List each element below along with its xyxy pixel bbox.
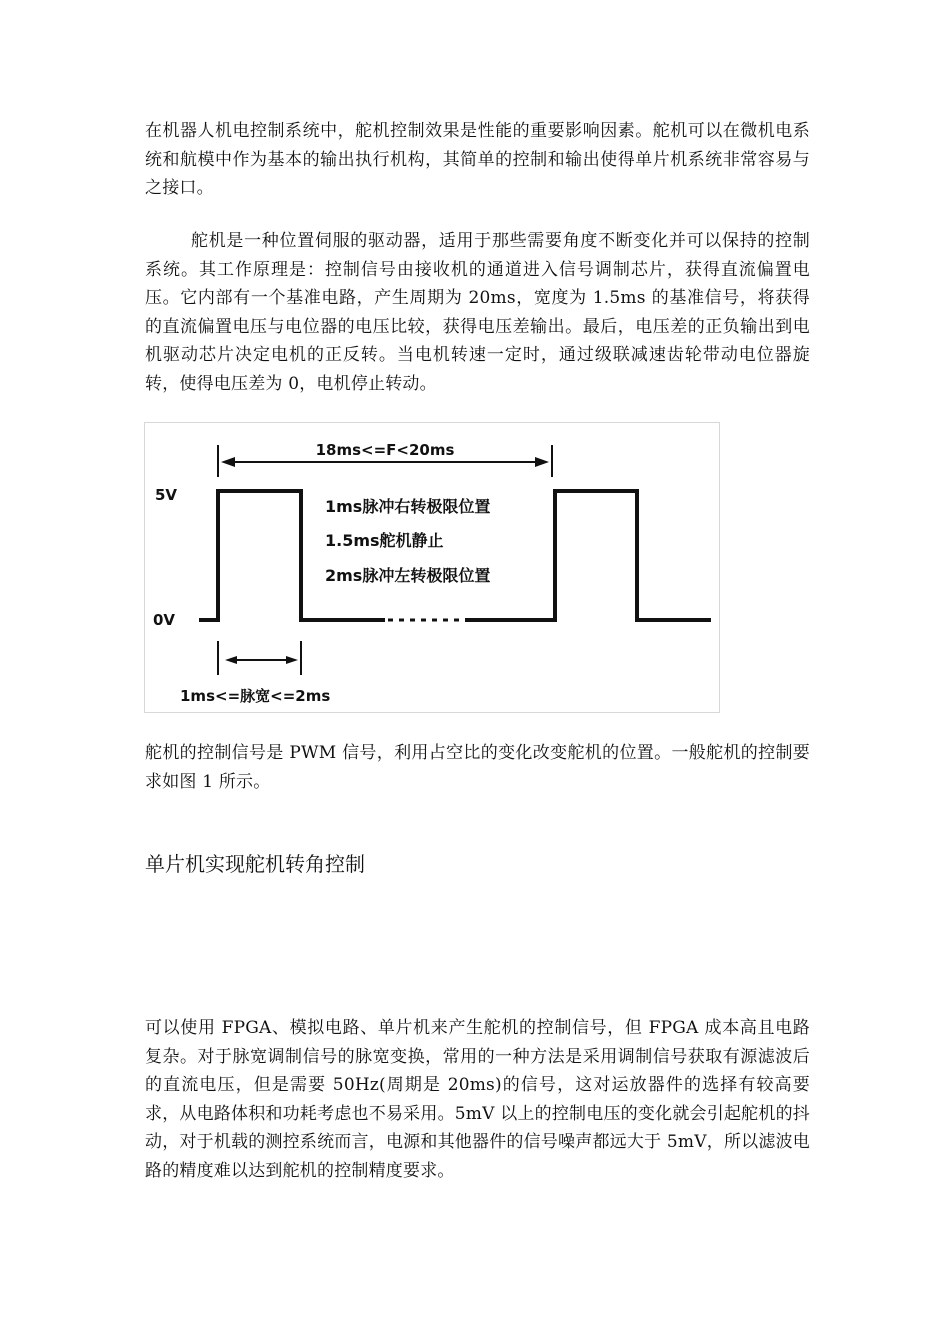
- width-arrowhead-right: [286, 656, 298, 664]
- pwm-timing-diagram: [144, 422, 720, 713]
- paragraph-working-principle: 舵机是一种位置伺服的驱动器，适用于那些需要角度不断变化并可以保持的控制系统。其工作原理是：控制信号由接收机的通道进入信号调制芯片，获得直流偏置电压。它内部有一个基准电路，产生周期为 20ms，宽度为 1.5ms 的基准信号，将获得的直流偏置电压与电位器的电压比较，获得电压差输出。最后，电压差的正负输出到电机驱动芯片决定电机的正反转。当电机转速一定时，通过级联减速齿轮带动电位器旋转，使得电压差为 0，电机停止转动。: [145, 231, 810, 394]
- paragraph-implementation: 可以使用 FPGA、模拟电路、单片机来产生舵机的控制信号，但 FPGA 成本高且电路复杂。对于脉宽调制信号的脉宽变换，常用的一种方法是采用调制信号获取有源滤波后的直流电压，但是需要 50Hz(周期是 20ms)的信号，这对运放器件的选择有较高要求，从电路体积和功耗考虑也不易采用。5mV 以上的控制电压的变化就会引起舵机的抖动，对于机载的测控系统而言，电源和其他器件的信号噪声都远大于 5mV，所以滤波电路的精度难以达到舵机的控制精度要求。: [145, 1018, 810, 1181]
- paragraph-pwm-signal: 舵机的控制信号是 PWM 信号，利用占空比的变化改变舵机的位置。一般舵机的控制要求如图 1 所示。: [145, 743, 810, 792]
- pulse-width-label: 1ms<=脉宽<=2ms: [180, 687, 331, 705]
- period-arrowhead-left: [221, 457, 235, 467]
- period-label: 18ms<=F<20ms: [315, 441, 455, 459]
- width-arrowhead-left: [225, 656, 237, 664]
- note-2ms: 2ms脉冲左转极限位置: [325, 566, 491, 585]
- note-1-5ms: 1.5ms舵机静止: [325, 531, 444, 550]
- high-level-label: 5V: [155, 486, 178, 504]
- section-heading: 单片机实现舵机转角控制: [145, 852, 365, 876]
- note-1ms: 1ms脉冲右转极限位置: [325, 497, 491, 516]
- low-level-label: 0V: [153, 611, 176, 629]
- paragraph-intro: 在机器人机电控制系统中，舵机控制效果是性能的重要影响因素。舵机可以在微机电系统和航模中作为基本的输出执行机构，其简单的控制和输出使得单片机系统非常容易与之接口。: [145, 121, 810, 198]
- period-arrowhead-right: [535, 457, 549, 467]
